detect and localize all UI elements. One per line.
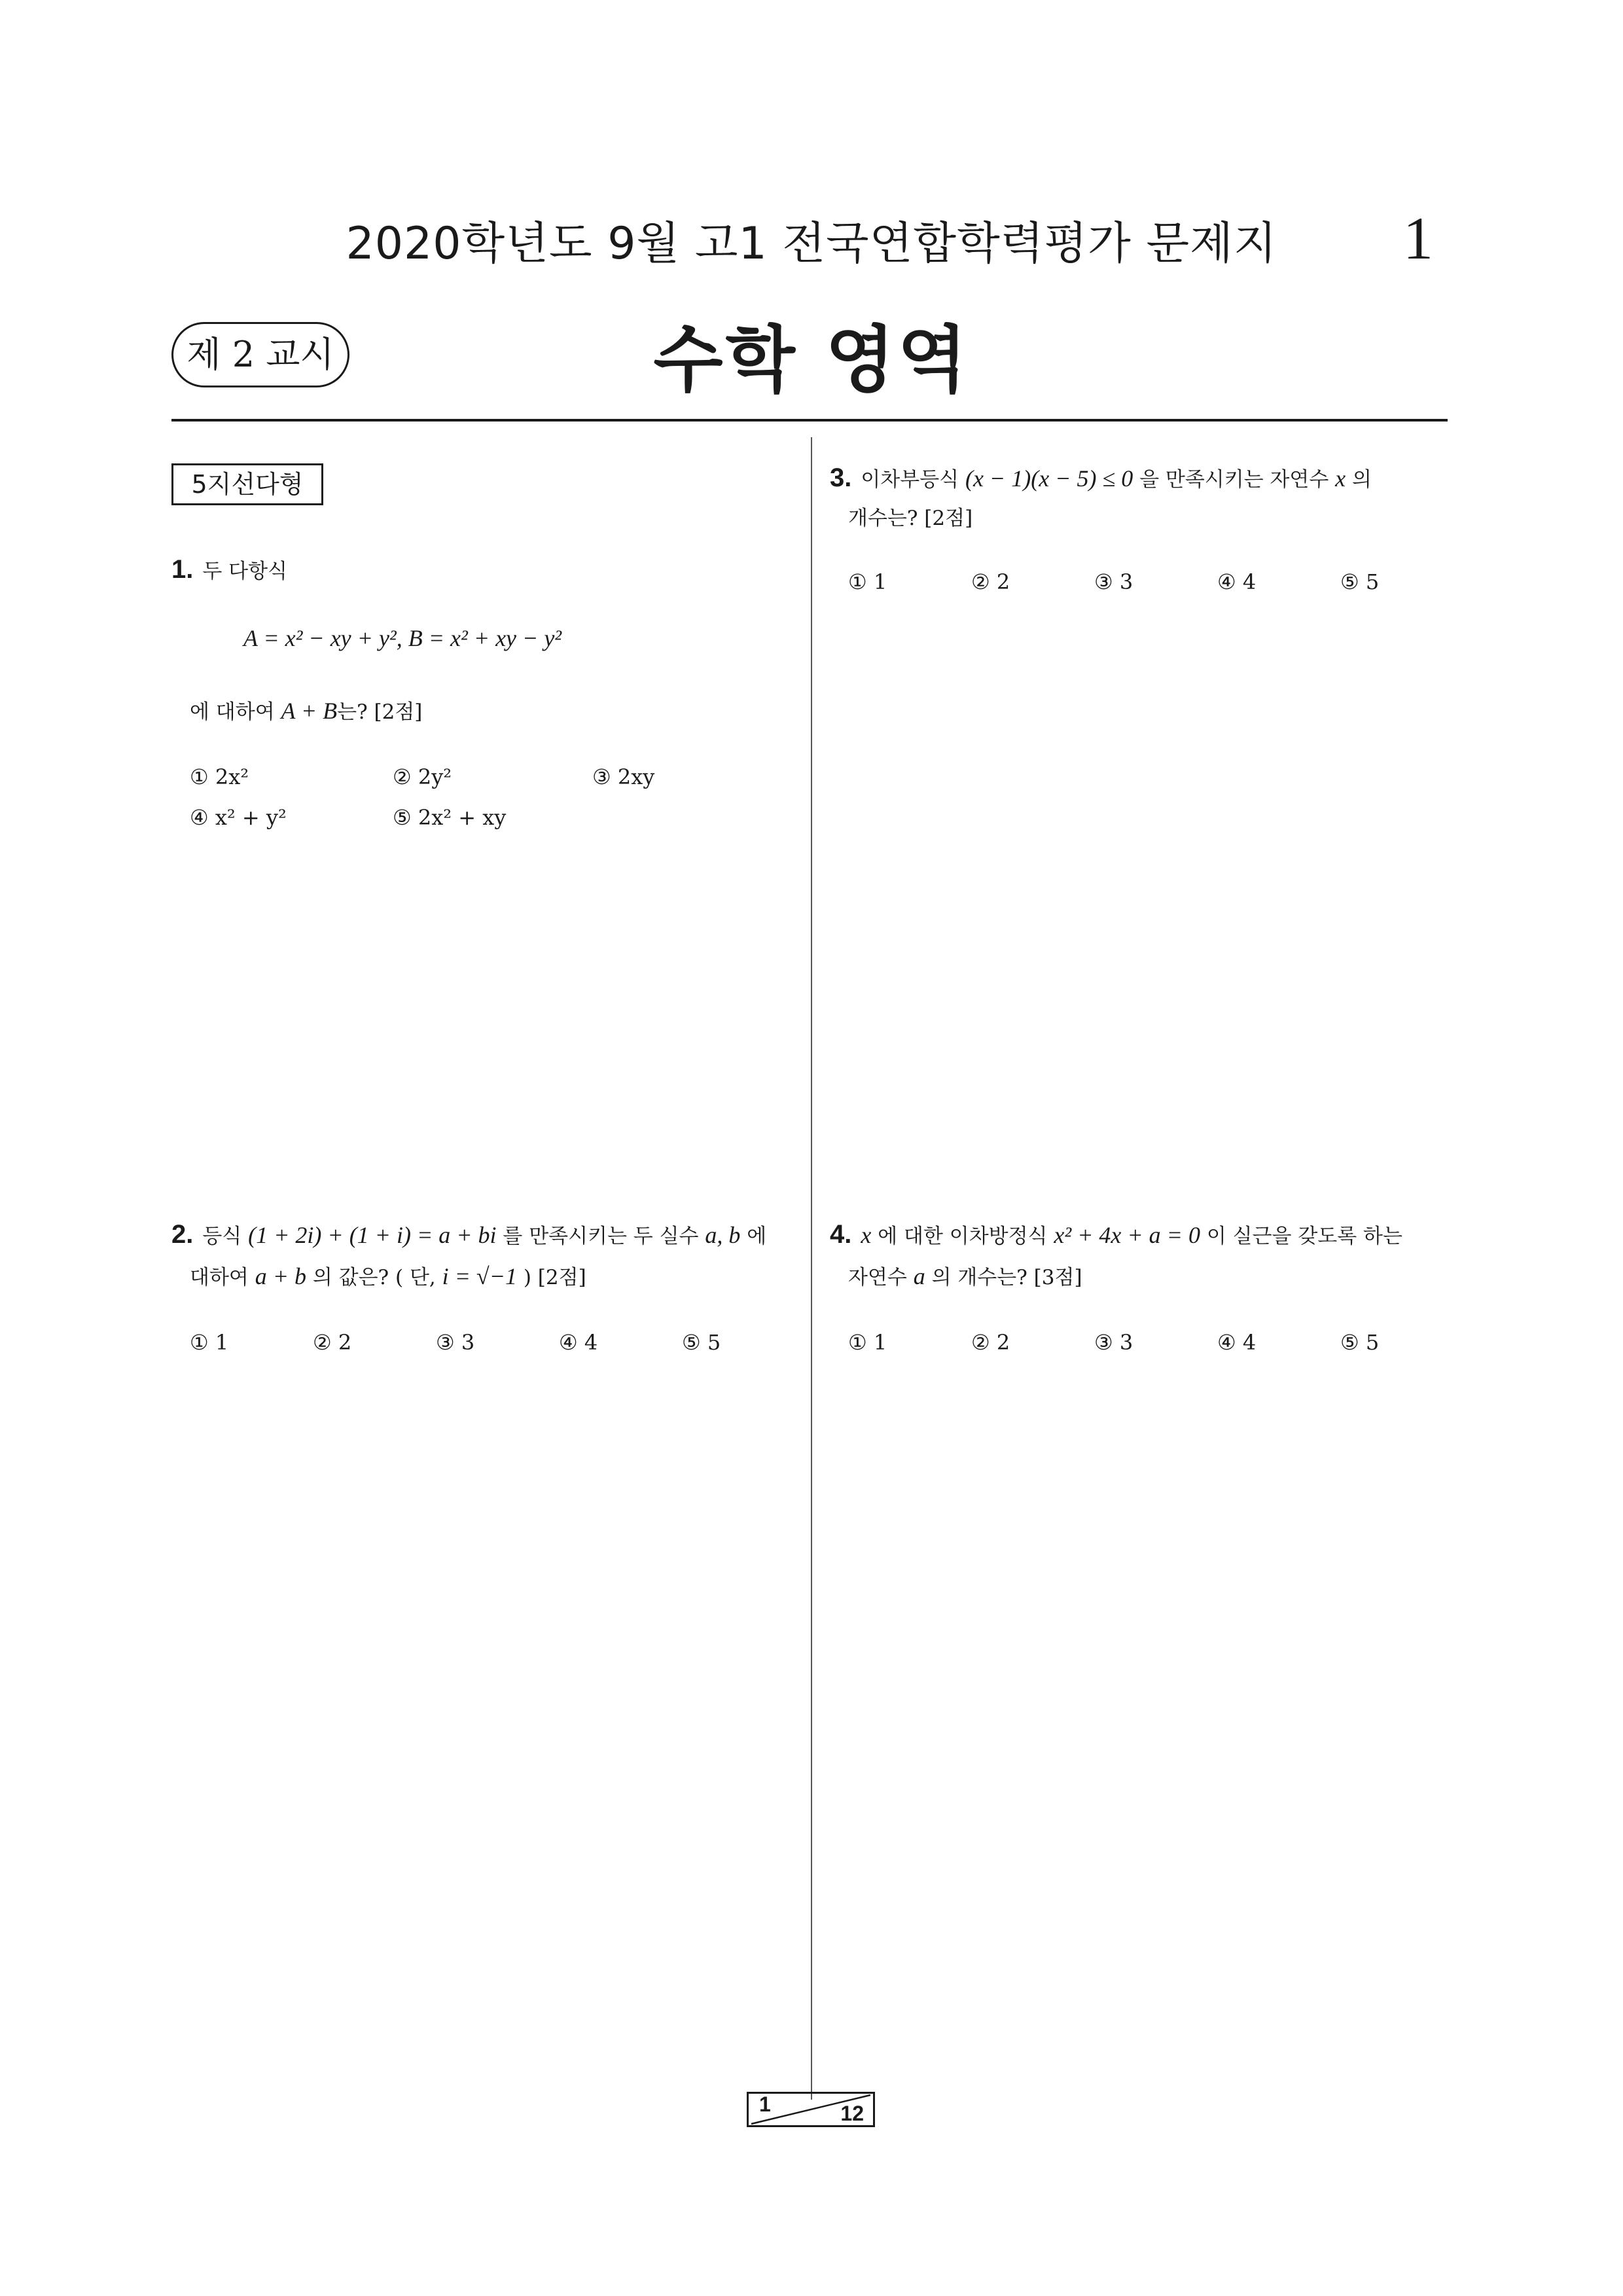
choice-1[interactable]: ① 1 bbox=[190, 1330, 229, 1355]
period-badge: 제 2 교시 bbox=[171, 322, 349, 387]
question-1-line2: 에 대하여 A + B는? [2점] bbox=[190, 698, 423, 724]
question-4-choices bbox=[848, 1330, 1437, 1363]
choice-2[interactable]: ② 2 bbox=[313, 1330, 352, 1355]
question-4-line2: 자연수 a 의 개수는? [3점] bbox=[848, 1263, 1082, 1289]
choice-3[interactable]: ③ 3 bbox=[1094, 569, 1133, 594]
question-3-line1: 3. 이차부등식 (x − 1)(x − 5) ≤ 0 을 만족시키는 자연수 x 의 bbox=[830, 463, 1372, 492]
question-2-choices bbox=[190, 1330, 779, 1363]
choice-4[interactable]: ④ x² + y² bbox=[190, 805, 287, 830]
page-indicator bbox=[747, 2092, 875, 2127]
question-number: 1. bbox=[171, 555, 194, 584]
question-3-line2: 개수는? [2점] bbox=[848, 507, 973, 530]
choice-4[interactable]: ④ 4 bbox=[1217, 1330, 1257, 1355]
choice-5[interactable]: ⑤ 5 bbox=[1340, 569, 1380, 594]
question-number: 3. bbox=[830, 463, 852, 492]
choice-2[interactable]: ② 2 bbox=[971, 1330, 1010, 1355]
subject-title: 수학 영역 bbox=[653, 318, 970, 402]
choice-4[interactable]: ④ 4 bbox=[559, 1330, 598, 1355]
choice-2[interactable]: ② 2 bbox=[971, 569, 1010, 594]
question-4-line1: 4. x 에 대한 이차방정식 x² + 4x + a = 0 이 실근을 갖도록 하는 bbox=[830, 1220, 1402, 1249]
question-1-formula: A = x² − xy + y², B = x² + xy − y² bbox=[243, 625, 562, 651]
question-2-line1: 2. 등식 (1 + 2i) + (1 + i) = a + bi 를 만족시키는 두 실수 a, b 에 bbox=[171, 1220, 767, 1249]
total-pages: 12 bbox=[840, 2102, 864, 2125]
choice-5[interactable]: ⑤ 5 bbox=[682, 1330, 721, 1355]
choice-1[interactable]: ① 2x² bbox=[190, 764, 249, 789]
question-3-choices bbox=[848, 569, 1437, 602]
choice-1[interactable]: ① 1 bbox=[848, 569, 887, 594]
choice-5[interactable]: ⑤ 5 bbox=[1340, 1330, 1380, 1355]
choice-1[interactable]: ① 1 bbox=[848, 1330, 887, 1355]
choice-4[interactable]: ④ 4 bbox=[1217, 569, 1257, 594]
choice-3[interactable]: ③ 3 bbox=[436, 1330, 475, 1355]
question-1 bbox=[171, 550, 787, 591]
choice-3[interactable]: ③ 3 bbox=[1094, 1330, 1133, 1355]
exam-title: 2020학년도 9월 고1 전국연합학력평가 문제지 bbox=[346, 218, 1277, 270]
choice-2[interactable]: ② 2y² bbox=[393, 764, 452, 789]
question-number: 4. bbox=[830, 1220, 852, 1249]
choice-3[interactable]: ③ 2xy bbox=[592, 764, 655, 789]
question-2-line2: 대하여 a + b 의 값은? ( 단, i = √−1 ) [2점] bbox=[190, 1263, 586, 1289]
question-number: 2. bbox=[171, 1220, 194, 1249]
question-1-line1: 1. 두 다항식 bbox=[171, 555, 287, 584]
question-1-choices bbox=[190, 764, 779, 843]
current-page: 1 bbox=[759, 2092, 771, 2116]
section-label: 5지선다형 bbox=[171, 463, 323, 505]
column-divider bbox=[811, 437, 812, 2100]
choice-5[interactable]: ⑤ 2x² + xy bbox=[393, 805, 507, 830]
page-number: 1 bbox=[1403, 205, 1433, 272]
header-divider bbox=[171, 419, 1448, 422]
